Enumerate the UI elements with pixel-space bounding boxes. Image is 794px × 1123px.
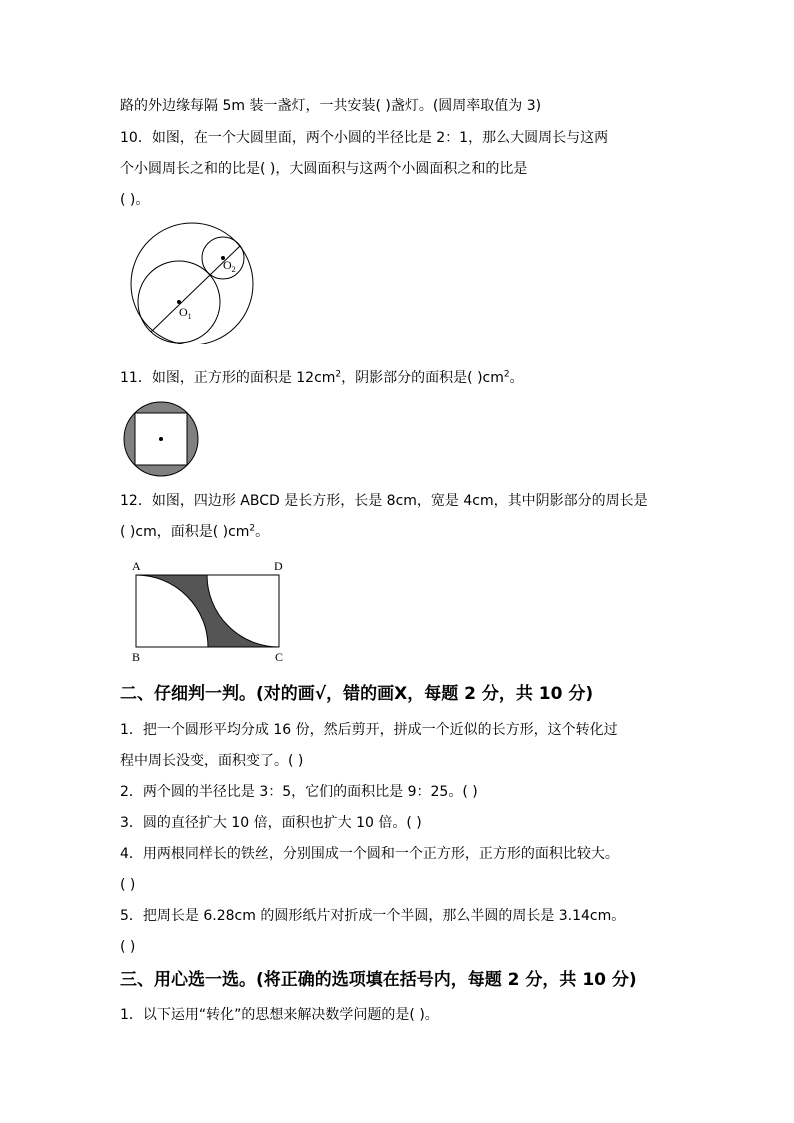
q12-text-line1: 12．如图，四边形 ABCD 是长方形，长是 8cm，宽是 4cm，其中阴影部分的周长是: [120, 493, 648, 509]
section2-item-4-line2: ( ): [120, 877, 136, 893]
q11-text: [120, 368, 524, 388]
label-d: D: [274, 559, 283, 573]
q12-text-line2-pre: ( )cm，面积是( )cm: [120, 524, 250, 540]
section2-item-4-line1: 4．用两根同样长的铁丝，分别围成一个圆和一个正方形，正方形的面积比较大。: [120, 846, 619, 862]
section2-item-1-line2: 程中周长没变，面积变了。( ): [120, 753, 304, 769]
q12-text-line2: [120, 522, 269, 542]
label-a: A: [132, 559, 141, 573]
q11-text-mid: ，阴影部分的面积是( )cm: [341, 370, 504, 386]
section3-item-1: 1．以下运用“转化”的思想来解决数学问题的是( )。: [120, 1007, 439, 1023]
q11-text-post: 。: [509, 370, 524, 386]
section2-item-1-line1: 1．把一个圆形平均分成 16 份，然后剪开，拼成一个近似的长方形，这个转化过: [120, 722, 618, 738]
q12-rectangle-figure: [128, 557, 293, 664]
q12-text-line2-post: 。: [255, 524, 270, 540]
q12-sup: 2: [249, 523, 256, 534]
section2-header: 二、仔细判一判。(对的画√，错的画X，每题 2 分，共 10 分): [120, 684, 594, 704]
q10-text-line1: 10．如图，在一个大圆里面，两个小圆的半径比是 2：1，那么大圆周长与这两: [120, 130, 609, 146]
section2-item-5-line2: ( ): [120, 939, 136, 955]
section3-header: 三、用心选一选。(将正确的选项填在括号内，每题 2 分，共 10 分): [120, 970, 637, 990]
label-c: C: [275, 650, 284, 664]
q11-sup2: 2: [503, 369, 510, 380]
label-b: B: [132, 650, 141, 664]
center-dot: [159, 437, 163, 441]
q11-circle-square-figure: [122, 401, 202, 479]
section2-item-3: 3．圆的直径扩大 10 倍，面积也扩大 10 倍。( ): [120, 815, 422, 831]
q11-text-pre: 11．如图，正方形的面积是 12cm: [120, 370, 336, 386]
q10-text-line2: 个小圆周长之和的比是( )，大圆面积与这两个小圆面积之和的比是: [120, 161, 528, 177]
q10-circles-figure: [120, 222, 260, 344]
section2-item-5-line1: 5．把周长是 6.28cm 的圆形纸片对折成一个半圆，那么半圆的周长是 3.14cm。: [120, 908, 626, 924]
center-o1-dot: [177, 300, 181, 304]
q10-text-line3: ( )。: [120, 192, 150, 208]
section2-item-2: 2．两个圆的半径比是 3：5，它们的面积比是 9：25。( ): [120, 784, 478, 800]
label-o2: $O_2$: [223, 258, 236, 274]
q11-sup1: 2: [335, 369, 342, 380]
label-o1: $O_1$: [179, 305, 192, 321]
q9-text: 路的外边缘每隔 5m 装一盏灯，一共安装( )盏灯。(圆周率取值为 3): [120, 98, 542, 114]
